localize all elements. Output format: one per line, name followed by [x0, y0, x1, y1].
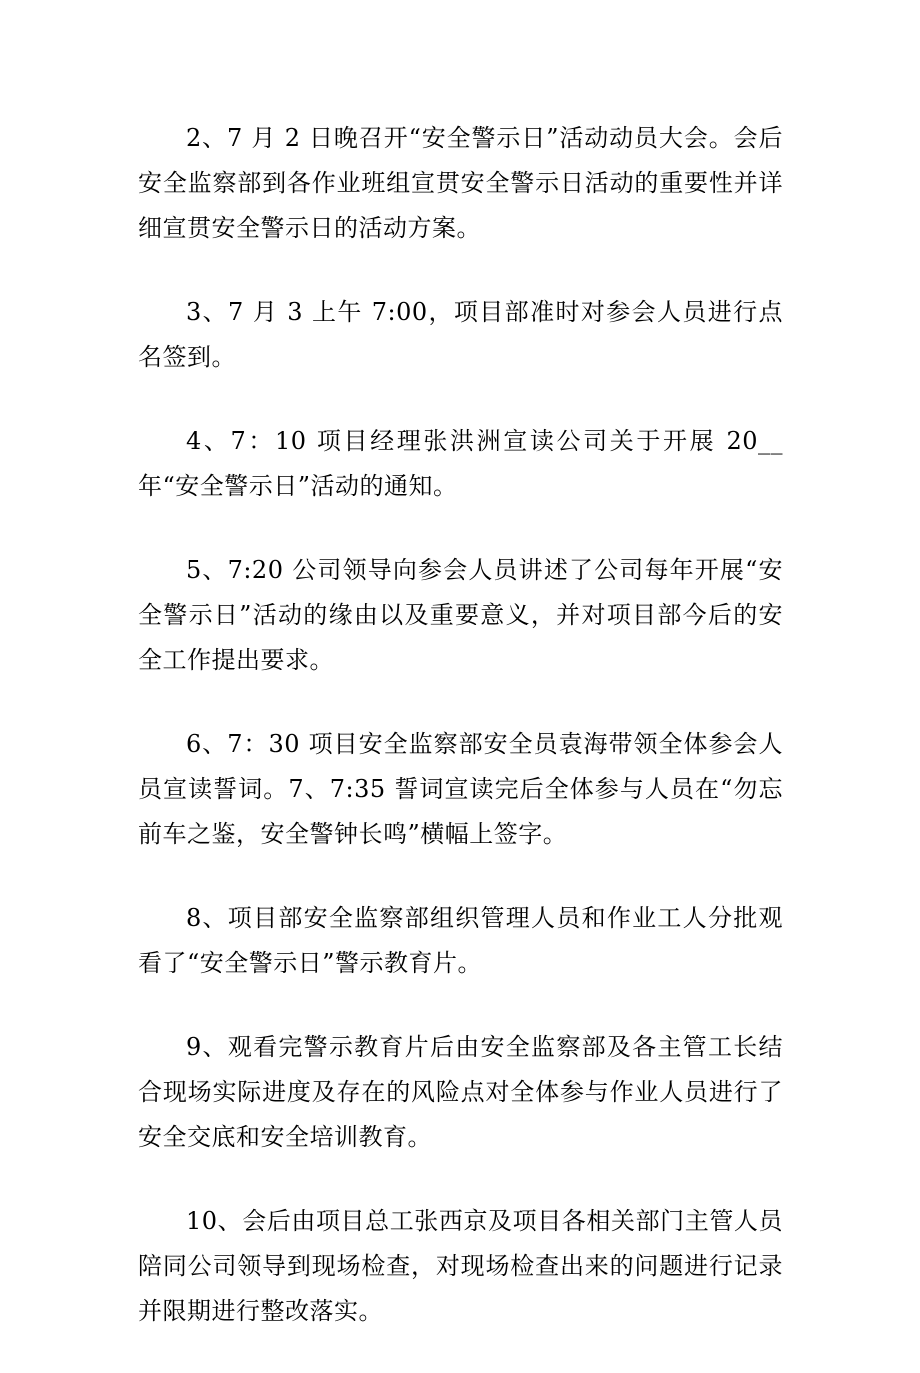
document-page — [138, 116, 783, 1373]
paragraph-item-8: 8、项目部安全监察部组织管理人员和作业工人分批观看了“安全警示日”警示教育片。 — [138, 904, 783, 977]
paragraph-item-10: 10、会后由项目总工张西京及项目各相关部门主管人员陪同公司领导到现场检查，对现场检查出来的问题进行记录并限期进行整改落实。 — [138, 1207, 783, 1325]
paragraph-item-6-7: 6、7：30 项目安全监察部安全员袁海带领全体参会人员宣读誓词。7、7:35 誓词宣读完后全体参与人员在“勿忘前车之鉴，安全警钟长鸣”横幅上签字。 — [138, 730, 783, 848]
paragraph-item-3: 3、7 月 3 上午 7:00，项目部准时对参会人员进行点名签到。 — [138, 298, 783, 371]
paragraph-item-2: 2、7 月 2 日晚召开“安全警示日”活动动员大会。会后安全监察部到各作业班组宣贯安全警示日活动的重要性并详细宣贯安全警示日的活动方案。 — [138, 124, 783, 242]
paragraph-item-9: 9、观看完警示教育片后由安全监察部及各主管工长结合现场实际进度及存在的风险点对全体参与作业人员进行了安全交底和安全培训教育。 — [138, 1033, 783, 1151]
paragraph-item-4: 4、7：10 项目经理张洪洲宣读公司关于开展 20__年“安全警示日”活动的通知。 — [138, 427, 783, 500]
paragraph-item-5: 5、7:20 公司领导向参会人员讲述了公司每年开展“安全警示日”活动的缘由以及重要意义，并对项目部今后的安全工作提出要求。 — [138, 556, 783, 674]
